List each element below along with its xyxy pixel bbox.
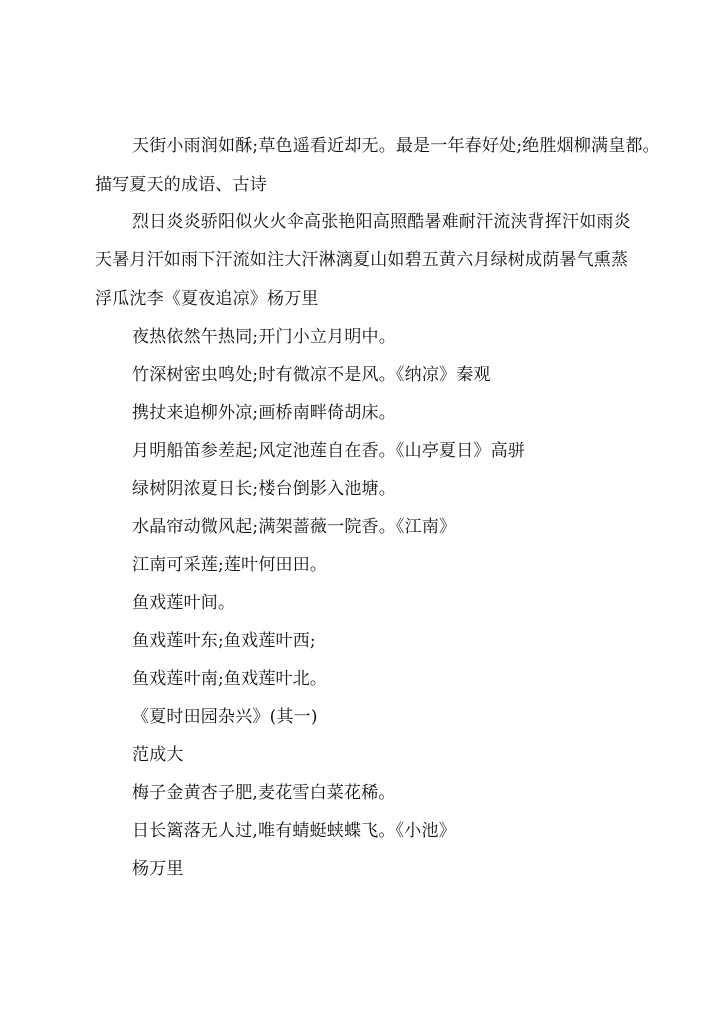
text-line: 杨万里 <box>132 859 184 879</box>
text-line: 范成大 <box>132 745 184 765</box>
text-line: 浮瓜沈李《夏夜追凉》杨万里 <box>95 289 319 309</box>
text-line: 鱼戏莲叶南;鱼戏莲叶北。 <box>132 669 328 689</box>
text-line: 天街小雨润如酥;草色遥看近却无。最是一年春好处;绝胜烟柳满皇都。 <box>132 136 660 156</box>
text-line: 竹深树密虫鸣处;时有微凉不是风。《纳凉》秦观 <box>132 365 491 385</box>
text-line: 烈日炎炎骄阳似火火伞高张艳阳高照酷暑难耐汗流浃背挥汗如雨炎 <box>132 212 631 232</box>
text-line: 鱼戏莲叶间。 <box>132 593 236 613</box>
text-line: 天暑月汗如雨下汗流如注大汗淋漓夏山如碧五黄六月绿树成荫暑气熏蒸 <box>95 250 629 270</box>
text-line: 鱼戏莲叶东;鱼戏莲叶西; <box>132 631 316 651</box>
text-line: 水晶帘动微风起;满架蔷薇一院香。《江南》 <box>132 517 457 537</box>
text-line: 《夏时田园杂兴》(其一) <box>132 707 318 727</box>
text-line: 携扙来追柳外凉;画桥南畔倚胡床。 <box>132 403 396 423</box>
text-line: 江南可采莲;莲叶何田田。 <box>132 555 328 575</box>
text-line: 夜热依然午热同;开门小立月明中。 <box>132 327 396 347</box>
section-heading: 描写夏天的成语、古诗 <box>95 175 267 195</box>
text-line: 月明船笛参差起;风定池莲自在香。《山亭夏日》高骈 <box>132 441 526 461</box>
text-line: 绿树阴浓夏日长;楼台倒影入池塘。 <box>132 479 396 499</box>
text-line: 日长篱落无人过,唯有蜻蜓蛱蝶飞。《小池》 <box>132 821 456 841</box>
text-line: 梅子金黄杏子肥,麦花雪白菜花稀。 <box>132 783 396 803</box>
